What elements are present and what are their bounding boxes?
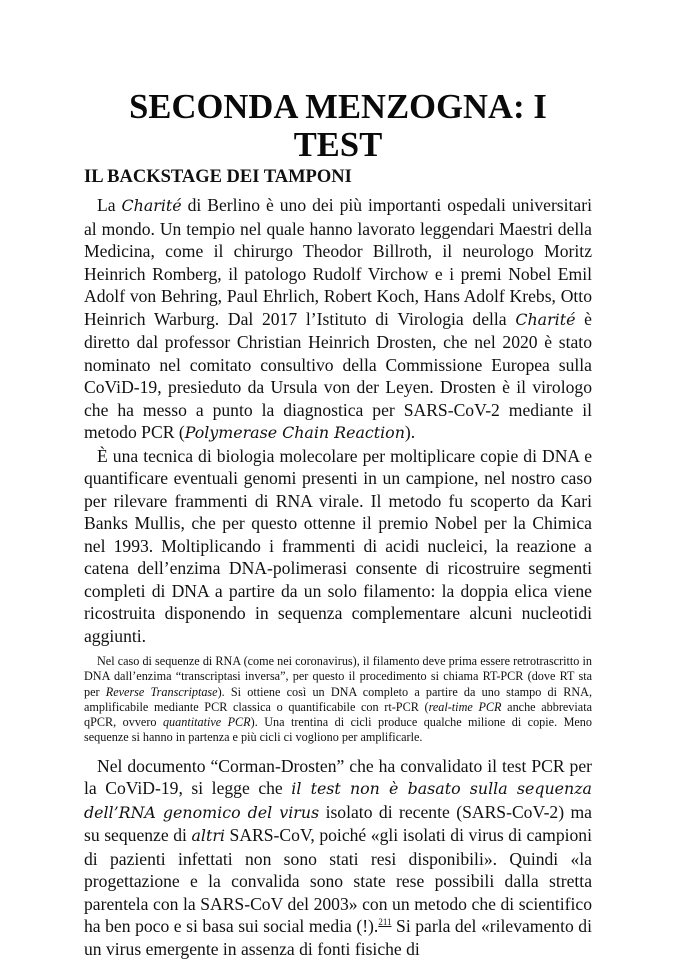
emphasis-quote: il test non è basato sulla sequenza dell’RNA genomico del virus [84, 779, 592, 822]
side-note-rt-pcr [84, 654, 592, 746]
emphasis-pcr-term: Polymerase Chain Reaction [184, 423, 405, 442]
text-run: ). Si ottiene così un DNA completo a partire da uno stampo di RNA, amplificabile mediante PCR classica o quantificabile con rt-PCR ( [84, 684, 592, 714]
emphasis-charite: Charité [515, 309, 576, 329]
paragraph-corman-drosten [84, 755, 592, 960]
emphasis-term: quantitative PCR [162, 715, 251, 730]
emphasis-altri: altri [191, 826, 225, 846]
section-subtitle: IL BACKSTAGE DEI TAMPONI [84, 167, 352, 187]
emphasis-charite: Charité [121, 196, 182, 215]
paragraph-pcr-technique [84, 445, 592, 648]
book-page [84, 88, 592, 960]
text-run: È una tecnica di biologia molecolare per moltiplicare copie di DNA e quantificare eventuali genomi presenti in un campione, nel nostro caso per rilevare frammenti di RNA virale. Il metodo fu scoperto da Kari Banks Mullis, che per questo ottenne il premio Nobel per la Chimica nel 1993. Moltiplicando i frammenti di acidi nucleici, la reazione a catena dell’enzima DNA-polimerasi consente di ricostruire segmenti completi di DNA a partire da un solo filamento: la doppia elica viene ricostruita disponendo in sequenza complementare alcuni nucleotidi aggiunti. [84, 445, 592, 646]
text-run: Si parla del «rilevamento di un virus emergente in assenza di fonti fisiche di [84, 916, 592, 959]
chapter-title: SECONDA MENZOGNA: I TEST [129, 88, 547, 164]
text-run: Nel caso di sequenze di RNA (come nei coronavirus), il filamento deve prima essere retrotrascritto in DNA dall’enzima “transcriptasi inversa”, per questo il procedimento si chiama RT-PCR (dove RT sta per [84, 654, 592, 699]
emphasis-term: Reverse Transcriptase [105, 684, 218, 699]
text-run: isolato di recente (SARS-CoV-2) ma su sequenze di [84, 801, 592, 846]
text-run: SARS-CoV, poiché «gli isolati di virus di campioni di pazienti infettati non sono stati resi disponibili». Quindi «la progettazione e la convalida sono state rese possibili dalla stretta parentela con la SARS-CoV del 2003» con un metodo che di scientifico ha ben poco e si basa sui social media (!). [84, 825, 592, 937]
text-run: di Berlino è uno dei più importanti ospedali universitari al mondo. Un tempio nel quale hanno lavorato leggendari Maestri della Medicina, come il chirurgo Theodor Billroth, il neurologo Moritz Heinrich Romberg, il patologo Rudolf Virchow e i premi Nobel Emil Adolf von Behring, Paul Ehrlich, Robert Koch, Hans Adolf Krebs, Otto Heinrich Warburg. Dal 2017 l’Istituto di Virologia della [84, 195, 592, 329]
paragraph-charite [84, 194, 592, 445]
text-run: ). Una trentina di cicli produce qualche milione di copie. Meno sequenze si hanno in partenza e più cicli ci vogliono per amplificarle. [84, 715, 592, 745]
text-run: è diretto dal professor Christian Heinrich Drosten, che nel 2020 è stato nominato nel comitato consultivo della Commissione Europea sulla CoViD-19, presieduto da Ursula von der Leyen. Drosten è il virologo che ha messo a punto la diagnostica per SARS-CoV-2 mediante il metodo PCR ( [84, 308, 592, 442]
text-run: La [97, 195, 122, 215]
text-run: ). [404, 422, 416, 442]
emphasis-term: real-time PCR [428, 699, 502, 714]
text-run: anche abbreviata qPCR, ovvero [84, 699, 592, 730]
text-run: Nel documento “Corman-Drosten” che ha convalidato il test PCR per la CoViD-19, si legge che [84, 755, 592, 799]
footnote-link[interactable]: 211 [378, 917, 392, 928]
